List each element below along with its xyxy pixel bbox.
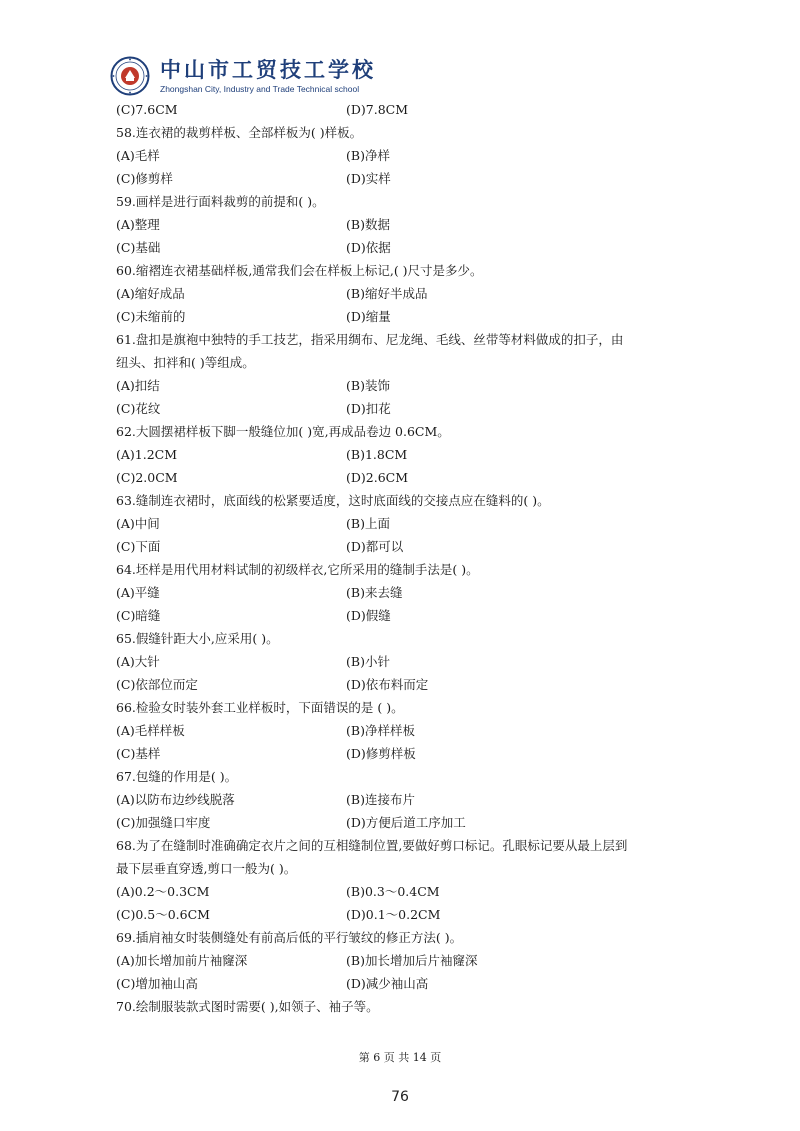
answer-option: (A)毛样样板 [116,723,185,738]
answer-option: (D)扣花 [346,401,391,416]
question-text: 62.大圆摆裙样板下脚一般缝位加( )宽,再成品卷边 0.6CM。 [116,424,450,439]
answer-option: (A)平缝 [116,585,160,600]
question-text: 64.坯样是用代用材料试制的初级样衣,它所采用的缝制手法是( )。 [116,562,479,577]
answer-options-row [116,949,696,972]
answer-options-row [116,880,696,903]
answer-options-row [116,742,696,765]
question-text: 68.为了在缝制时准确确定衣片之间的互相缝制位置,要做好剪口标记。孔眼标记要从最上层到 [116,838,628,853]
answer-options-row [116,236,696,259]
answer-options-row [116,604,696,627]
answer-option: (C)修剪样 [116,171,173,186]
answer-option: (A)大针 [116,654,160,669]
question-text: 纽头、扣袢和( )等组成。 [116,355,255,370]
answer-option: (A)以防布边纱线脱落 [116,792,235,807]
school-name-en: Zhongshan City, Industry and Trade Technical school [160,83,360,94]
answer-option: (C)基样 [116,746,161,761]
answer-option: (D)减少袖山高 [346,976,429,991]
answer-option: (C)7.6CM [116,102,178,117]
answer-option: (A)扣结 [116,378,160,393]
answer-option: (A)整理 [116,217,160,232]
answer-option: (C)基础 [116,240,161,255]
answer-options-row [116,167,696,190]
answer-option: (D)实样 [346,171,391,186]
answer-option: (B)0.3～0.4CM [346,884,440,899]
answer-option: (D)0.1～0.2CM [346,907,441,922]
answer-option: (B)上面 [346,516,390,531]
answer-options-row [116,581,696,604]
answer-option: (A)0.2～0.3CM [116,884,210,899]
answer-option: (D)假缝 [346,608,391,623]
question-text: 最下层垂直穿透,剪口一般为( )。 [116,861,297,876]
question-text: 60.缩褶连衣裙基础样板,通常我们会在样板上标记,( )尺寸是多少。 [116,263,483,278]
answer-option: (B)连接布片 [346,792,415,807]
page-footer: 第 6 页 共 14 页 [358,1051,442,1064]
answer-option: (C)2.0CM [116,470,178,485]
answer-option: (B)装饰 [346,378,390,393]
question-text: 61.盘扣是旗袍中独特的手工技艺，指采用绸布、尼龙绳、毛线、丝带等材料做成的扣子，由 [116,332,624,347]
answer-option: (B)小针 [346,654,390,669]
answer-options-row [116,397,696,420]
answer-option: (C)花纹 [116,401,161,416]
answer-option: (B)净样样板 [346,723,415,738]
question-text: 58.连衣裙的裁剪样板、全部样板为( )样板。 [116,125,363,140]
answer-option: (B)加长增加后片袖窿深 [346,953,478,968]
answer-options-row [116,443,696,466]
answer-option: (D)方便后道工序加工 [346,815,466,830]
question-text: 70.绘制服装款式图时需要( ),如领子、袖子等。 [116,999,379,1014]
answer-option: (C)未缩前的 [116,309,186,324]
answer-options-row [116,673,696,696]
answer-option: (C)暗缝 [116,608,161,623]
answer-options-row [116,650,696,673]
answer-option: (C)加强缝口牢度 [116,815,211,830]
answer-option: (D)依据 [346,240,391,255]
answer-option: (D)7.8CM [346,102,409,117]
answer-option: (D)修剪样板 [346,746,416,761]
answer-options-row [116,213,696,236]
answer-option: (B)1.8CM [346,447,408,462]
answer-options-row [116,512,696,535]
school-name-cn: 中山市工贸技工学校 [160,57,376,82]
question-text: 66.检验女时装外套工业样板时，下面错误的是 ( )。 [116,700,404,715]
answer-options-row [116,903,696,926]
answer-option: (B)缩好半成品 [346,286,428,301]
answer-options-row [116,98,696,121]
answer-options-row [116,811,696,834]
question-text: 59.画样是进行面料裁剪的前提和( )。 [116,194,325,209]
answer-option: (C)依部位而定 [116,677,198,692]
answer-option: (C)下面 [116,539,161,554]
answer-option: (D)缩量 [346,309,391,324]
answer-option: (A)中间 [116,516,160,531]
school-logo-icon [110,56,150,96]
answer-option: (B)净样 [346,148,390,163]
answer-option: (C)0.5～0.6CM [116,907,210,922]
answer-options-row [116,374,696,397]
question-text: 65.假缝针距大小,应采用( )。 [116,631,279,646]
answer-option: (A)毛样 [116,148,160,163]
answer-option: (B)数据 [346,217,390,232]
answer-options-row [116,282,696,305]
answer-options-row [116,972,696,995]
question-text: 67.包缝的作用是( )。 [116,769,238,784]
answer-options-row [116,535,696,558]
answer-options-row [116,466,696,489]
exam-content [116,98,696,1018]
answer-options-row [116,719,696,742]
answer-options-row [116,144,696,167]
answer-option: (C)增加袖山高 [116,976,198,991]
question-text: 63.缝制连衣裙时，底面线的松紧要适度，这时底面线的交接点应在缝料的( )。 [116,493,550,508]
answer-option: (D)2.6CM [346,470,409,485]
answer-options-row [116,788,696,811]
answer-option: (B)来去缝 [346,585,403,600]
answer-option: (A)1.2CM [116,447,178,462]
school-header [110,54,376,98]
answer-option: (D)都可以 [346,539,404,554]
answer-option: (A)加长增加前片袖窿深 [116,953,248,968]
answer-option: (D)依布料而定 [346,677,429,692]
page-number: 76 [391,1089,409,1105]
answer-option: (A)缩好成品 [116,286,185,301]
question-text: 69.插肩袖女时装侧缝处有前高后低的平行皱纹的修正方法( )。 [116,930,463,945]
answer-options-row [116,305,696,328]
